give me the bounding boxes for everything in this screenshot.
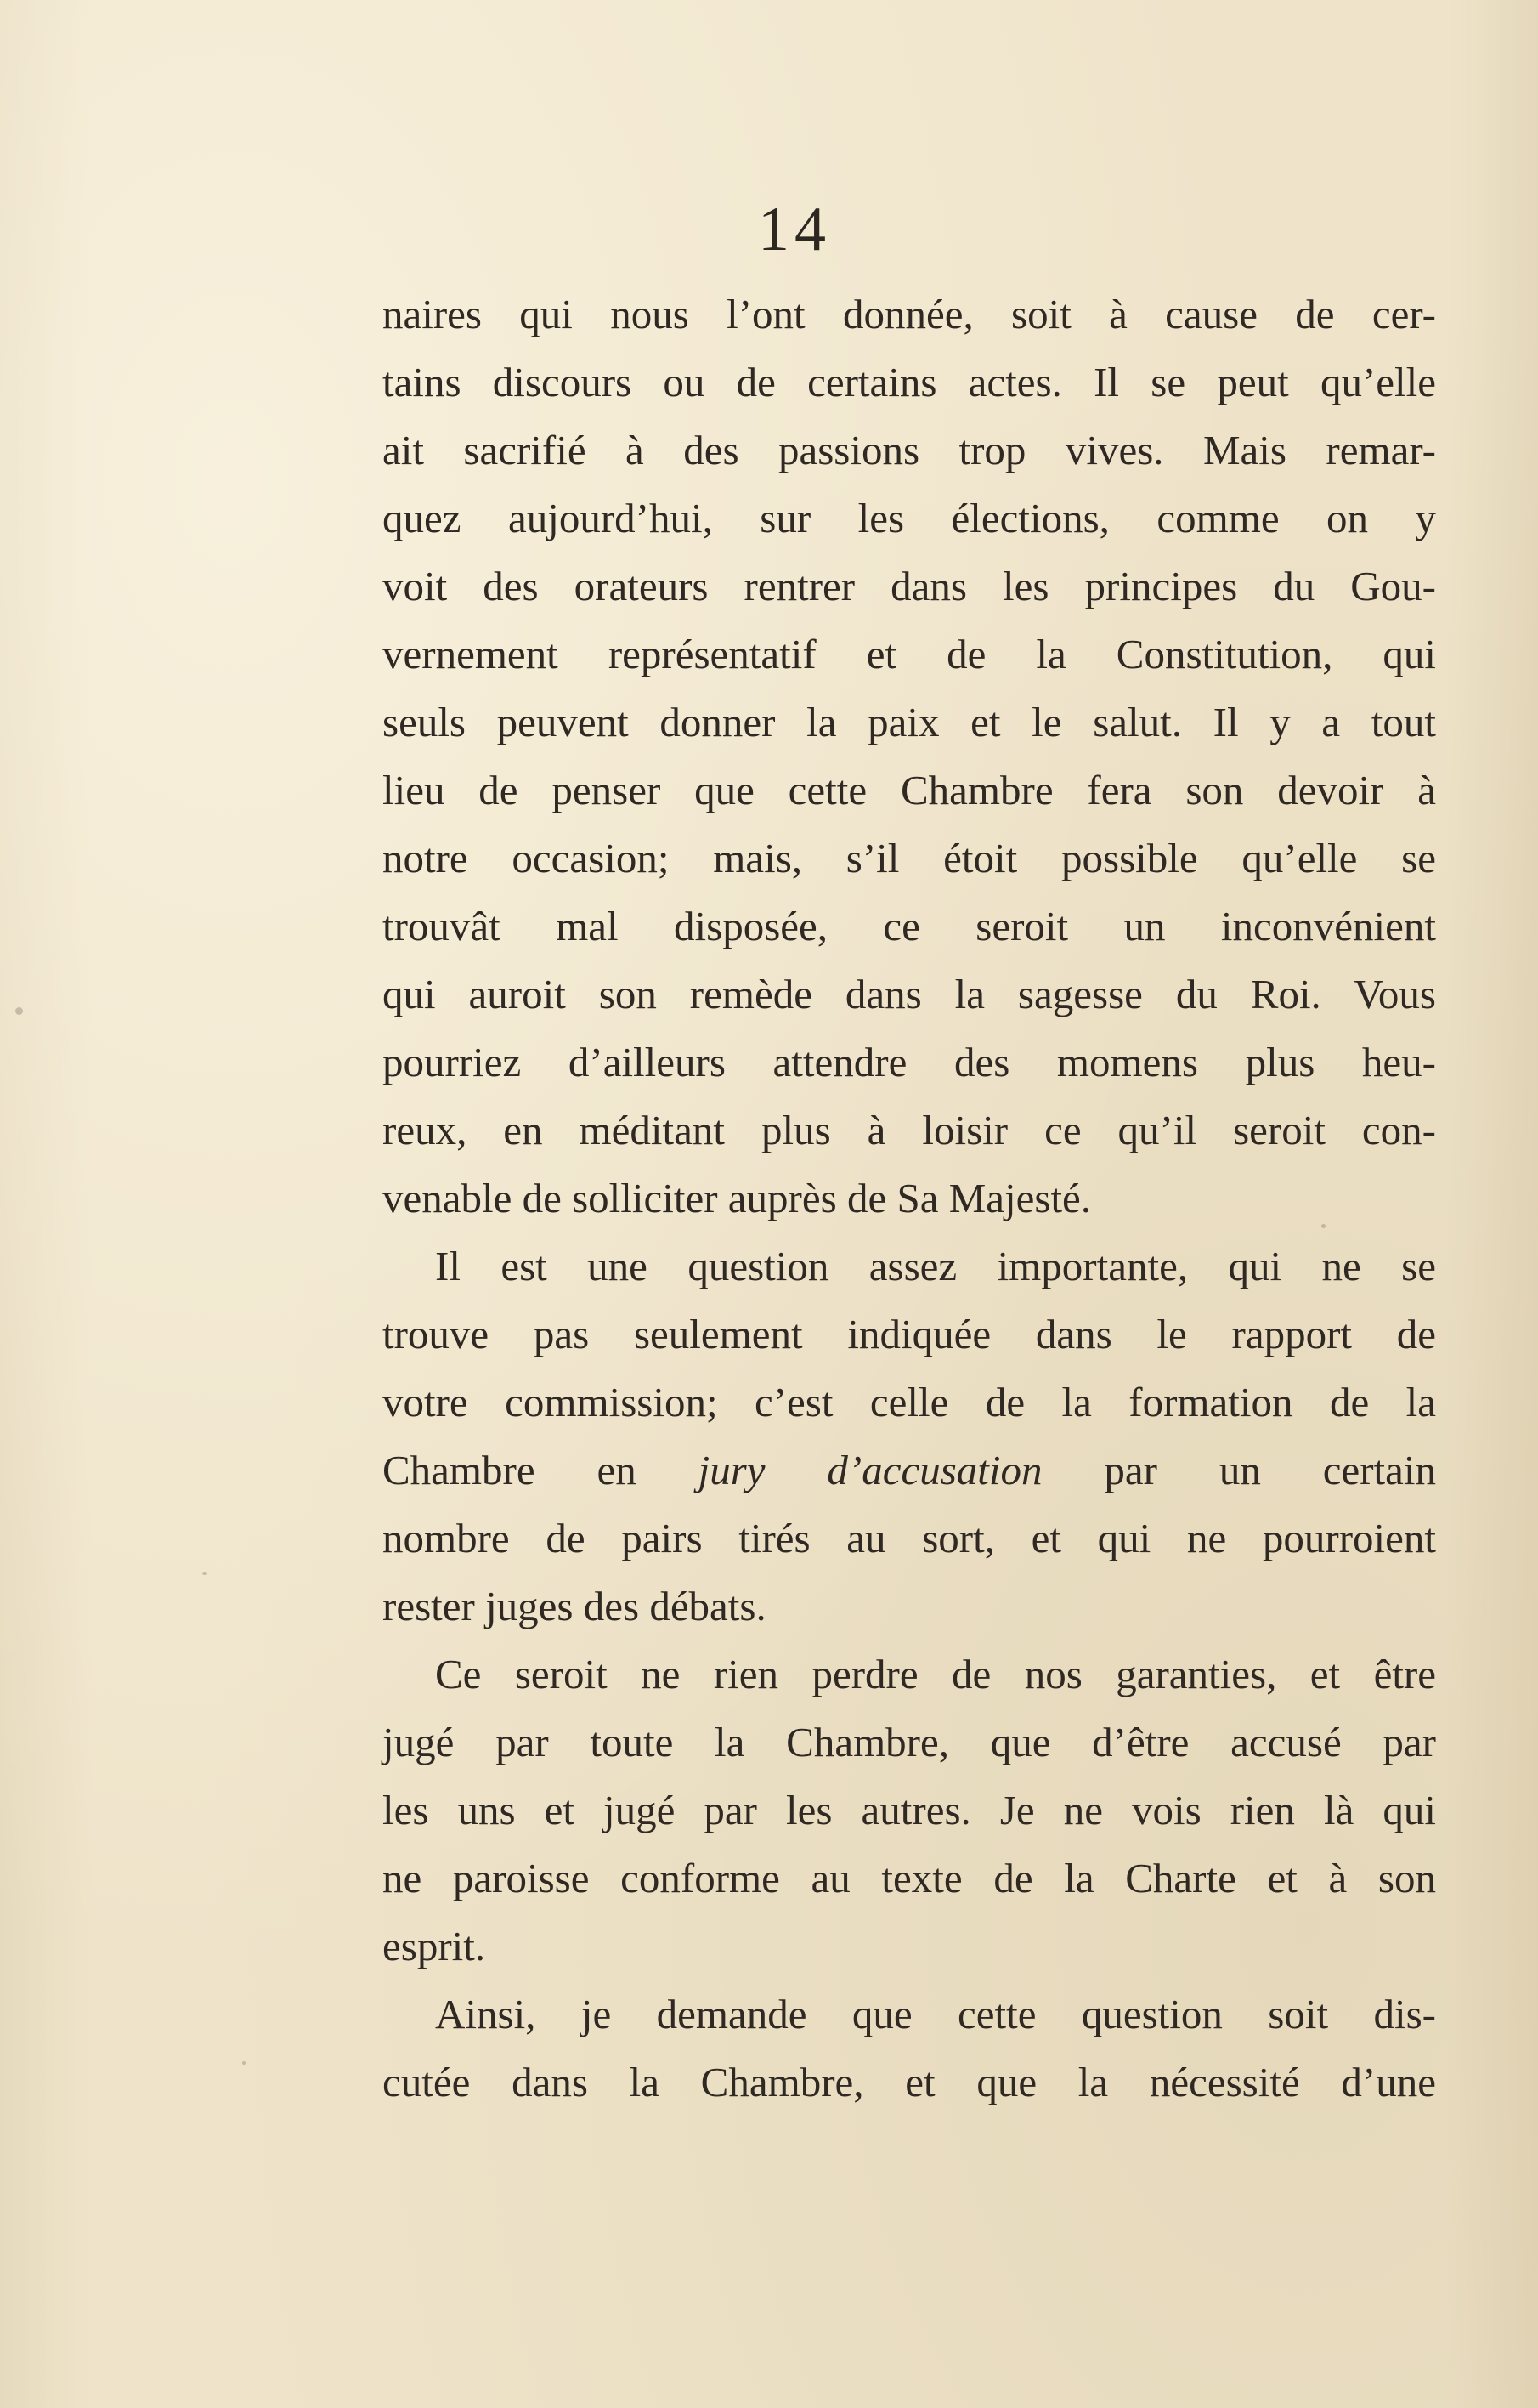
text-line: Ce seroit ne rien perdre de nos garanties, et être [435, 1651, 1436, 1697]
text-line: naires qui nous l’ont donnée, soit à cause de cer- [382, 291, 1436, 337]
text-line: les uns et jugé par les autres. Je ne vois rien là qui [382, 1787, 1436, 1833]
text-line: rester juges des débats. [382, 1583, 766, 1629]
paper-speck [1321, 1224, 1326, 1228]
text-line: cutée dans la Chambre, et que la nécessité d’une [382, 2059, 1436, 2105]
text-line: ait sacrifié à des passions trop vives. Mais remar- [382, 427, 1436, 473]
page-number: 14 [758, 195, 831, 264]
text-line: reux, en méditant plus à loisir ce qu’il seroit con- [382, 1107, 1436, 1153]
text-line: Il est une question assez importante, qui ne se [435, 1243, 1436, 1289]
text-line: Ainsi, je demande que cette question soit dis- [435, 1991, 1436, 2037]
text-line: lieu de penser que cette Chambre fera son devoir à [382, 767, 1436, 813]
paper-speck [202, 1572, 207, 1575]
text-line: venable de solliciter auprès de Sa Majesté. [382, 1175, 1092, 1221]
text-line: seuls peuvent donner la paix et le salut. Il y a tout [382, 699, 1436, 745]
text-line: notre occasion; mais, s’il étoit possible qu’elle se [382, 835, 1436, 881]
text-line: ne paroisse conforme au texte de la Charte et à son [382, 1855, 1436, 1901]
text-line: jugé par toute la Chambre, que d’être accusé par [382, 1719, 1436, 1765]
text-line: esprit. [382, 1923, 486, 1969]
text-line: qui auroit son remède dans la sagesse du Roi. Vous [382, 971, 1436, 1017]
text-line: nombre de pairs tirés au sort, et qui ne pourroient [382, 1515, 1436, 1561]
text-line: pourriez d’ailleurs attendre des momens plus heu- [382, 1039, 1436, 1085]
text-line: quez aujourd’hui, sur les élections, comme on y [382, 495, 1436, 541]
paper-speck [15, 1007, 23, 1015]
body-text [382, 280, 1436, 2116]
text-line: trouve pas seulement indiquée dans le rapport de [382, 1311, 1436, 1357]
text-line-with-italic [382, 1436, 1436, 1504]
paper-speck [242, 2061, 246, 2065]
text-line: tains discours ou de certains actes. Il se peut qu’elle [382, 359, 1436, 405]
text-line: voit des orateurs rentrer dans les principes du Gou- [382, 563, 1436, 609]
italic-phrase: jury d’accusation [698, 1447, 1043, 1493]
text-segment: par un certain [1042, 1447, 1437, 1493]
text-line: trouvât mal disposée, ce seroit un inconvénient [382, 903, 1436, 949]
text-line: votre commission; c’est celle de la formation de la [382, 1379, 1436, 1425]
text-segment: Chambre en [382, 1447, 698, 1493]
text-line: vernement représentatif et de la Constitution, qui [382, 631, 1436, 677]
